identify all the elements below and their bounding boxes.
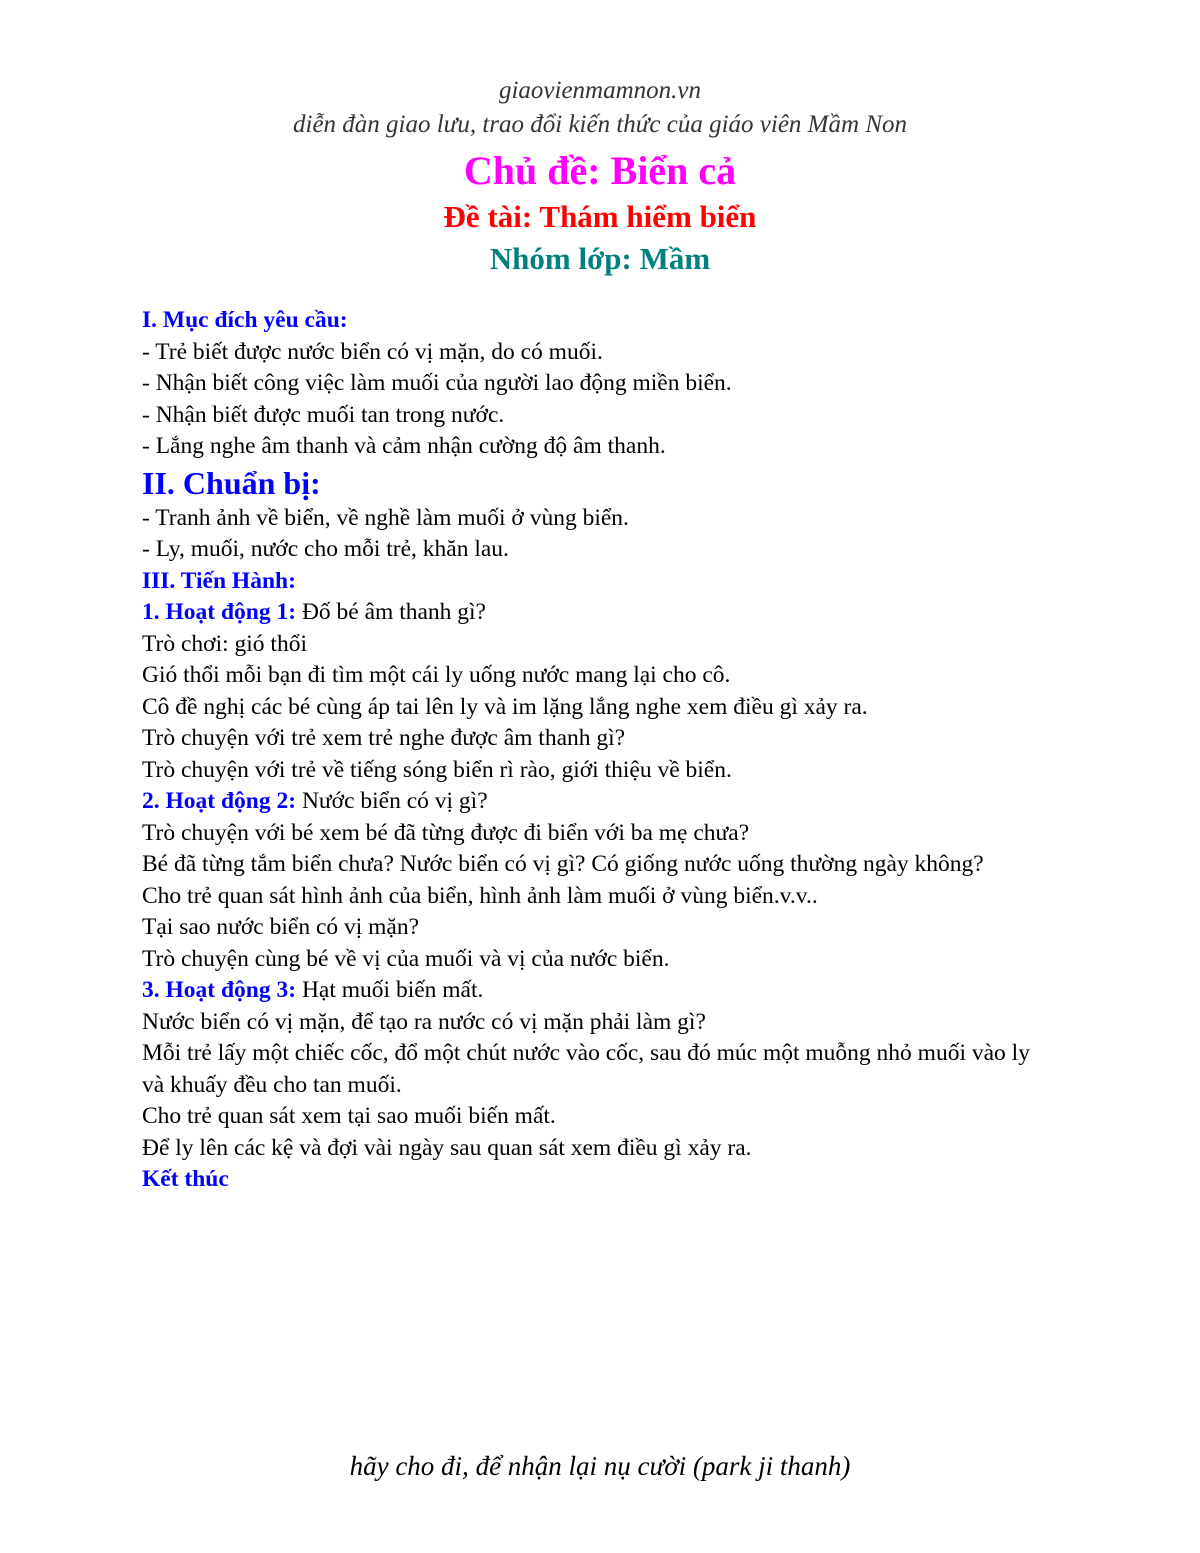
- topic-title: Đề tài: Thám hiểm biển: [443, 199, 757, 234]
- paragraph-line: Trò chuyện với trẻ về tiếng sóng biển rì rào, giới thiệu về biển.: [142, 756, 732, 783]
- title-block: [0, 146, 1200, 280]
- section-1-heading: I. Mục đích yêu cầu:: [142, 307, 348, 333]
- activity-label: 3. Hoạt động 3:: [142, 977, 297, 1003]
- paragraph-line: Trò chuyện với bé xem bé đã từng được đi biển với ba mẹ chưa?: [142, 819, 750, 846]
- paragraph-line: Tại sao nước biển có vị mặn?: [142, 914, 420, 940]
- list-item: - Nhận biết công việc làm muối của người lao động miền biển.: [142, 370, 732, 396]
- paragraph-line: Gió thổi mỗi bạn đi tìm một cái ly uống nước mang lại cho cô.: [142, 662, 731, 688]
- section-3-heading: III. Tiến Hành:: [142, 567, 296, 594]
- paragraph-line: Để ly lên các kệ và đợi vài ngày sau quan sát xem điều gì xảy ra.: [142, 1134, 752, 1161]
- activity-3-heading: [142, 975, 1057, 1007]
- section-2-heading: II. Chuẩn bị:: [142, 464, 321, 501]
- list-item: - Lắng nghe âm thanh và cảm nhận cường độ âm thanh.: [142, 433, 666, 459]
- activity-1-heading: [142, 597, 1057, 629]
- paragraph-line: Cô đề nghị các bé cùng áp tai lên ly và im lặng lắng nghe xem điều gì xảy ra.: [142, 693, 868, 720]
- paragraph-line: Bé đã từng tắm biển chưa? Nước biển có vị gì? Có giống nước uống thường ngày không?: [142, 851, 984, 877]
- activity-label: 2. Hoạt động 2:: [142, 788, 297, 814]
- activity-title: Hạt muối biến mất.: [296, 977, 484, 1003]
- activity-title: Đố bé âm thanh gì?: [296, 599, 486, 625]
- list-item: - Trẻ biết được nước biển có vị mặn, do có muối.: [142, 338, 603, 365]
- activity-label: 1. Hoạt động 1:: [142, 599, 297, 625]
- page-footer-quote: hãy cho đi, để nhận lại nụ cười (park ji thanh): [349, 1451, 851, 1481]
- activity-title: Nước biển có vị gì?: [296, 788, 488, 814]
- paragraph-line: Trò chuyện cùng bé về vị của muối và vị của nước biển.: [142, 945, 670, 972]
- list-item: - Tranh ảnh về biển, về nghề làm muối ở vùng biển.: [142, 504, 629, 531]
- paragraph-line: Nước biển có vị mặn, để tạo ra nước có vị mặn phải làm gì?: [142, 1008, 706, 1035]
- site-name: giaovienmamnon.vn: [498, 77, 702, 104]
- list-item: - Ly, muối, nước cho mỗi trẻ, khăn lau.: [142, 536, 509, 562]
- ending-label: Kết thúc: [142, 1166, 229, 1192]
- group-title: Nhóm lớp: Mầm: [489, 241, 711, 276]
- document-body: [142, 305, 1057, 1196]
- paragraph-line: Trò chuyện với trẻ xem trẻ nghe được âm thanh gì?: [142, 725, 626, 751]
- site-tagline: diễn đàn giao lưu, trao đổi kiến thức của giáo viên Mầm Non: [293, 111, 907, 138]
- paragraph-line: Mỗi trẻ lấy một chiếc cốc, đổ một chút nước vào cốc, sau đó múc một muỗng nhỏ muối vào ly và khuấy đều cho tan muối.: [142, 1040, 1030, 1098]
- paragraph-line: Trò chơi: gió thổi: [142, 630, 307, 657]
- page-header: [0, 74, 1200, 142]
- activity-2-heading: [142, 786, 1057, 818]
- paragraph-line: Cho trẻ quan sát hình ảnh của biển, hình ảnh làm muối ở vùng biển.v.v..: [142, 882, 818, 909]
- paragraph-line: Cho trẻ quan sát xem tại sao muối biến mất.: [142, 1103, 556, 1129]
- list-item: - Nhận biết được muối tan trong nước.: [142, 401, 505, 428]
- main-title: Chủ đề: Biển cả: [463, 148, 737, 193]
